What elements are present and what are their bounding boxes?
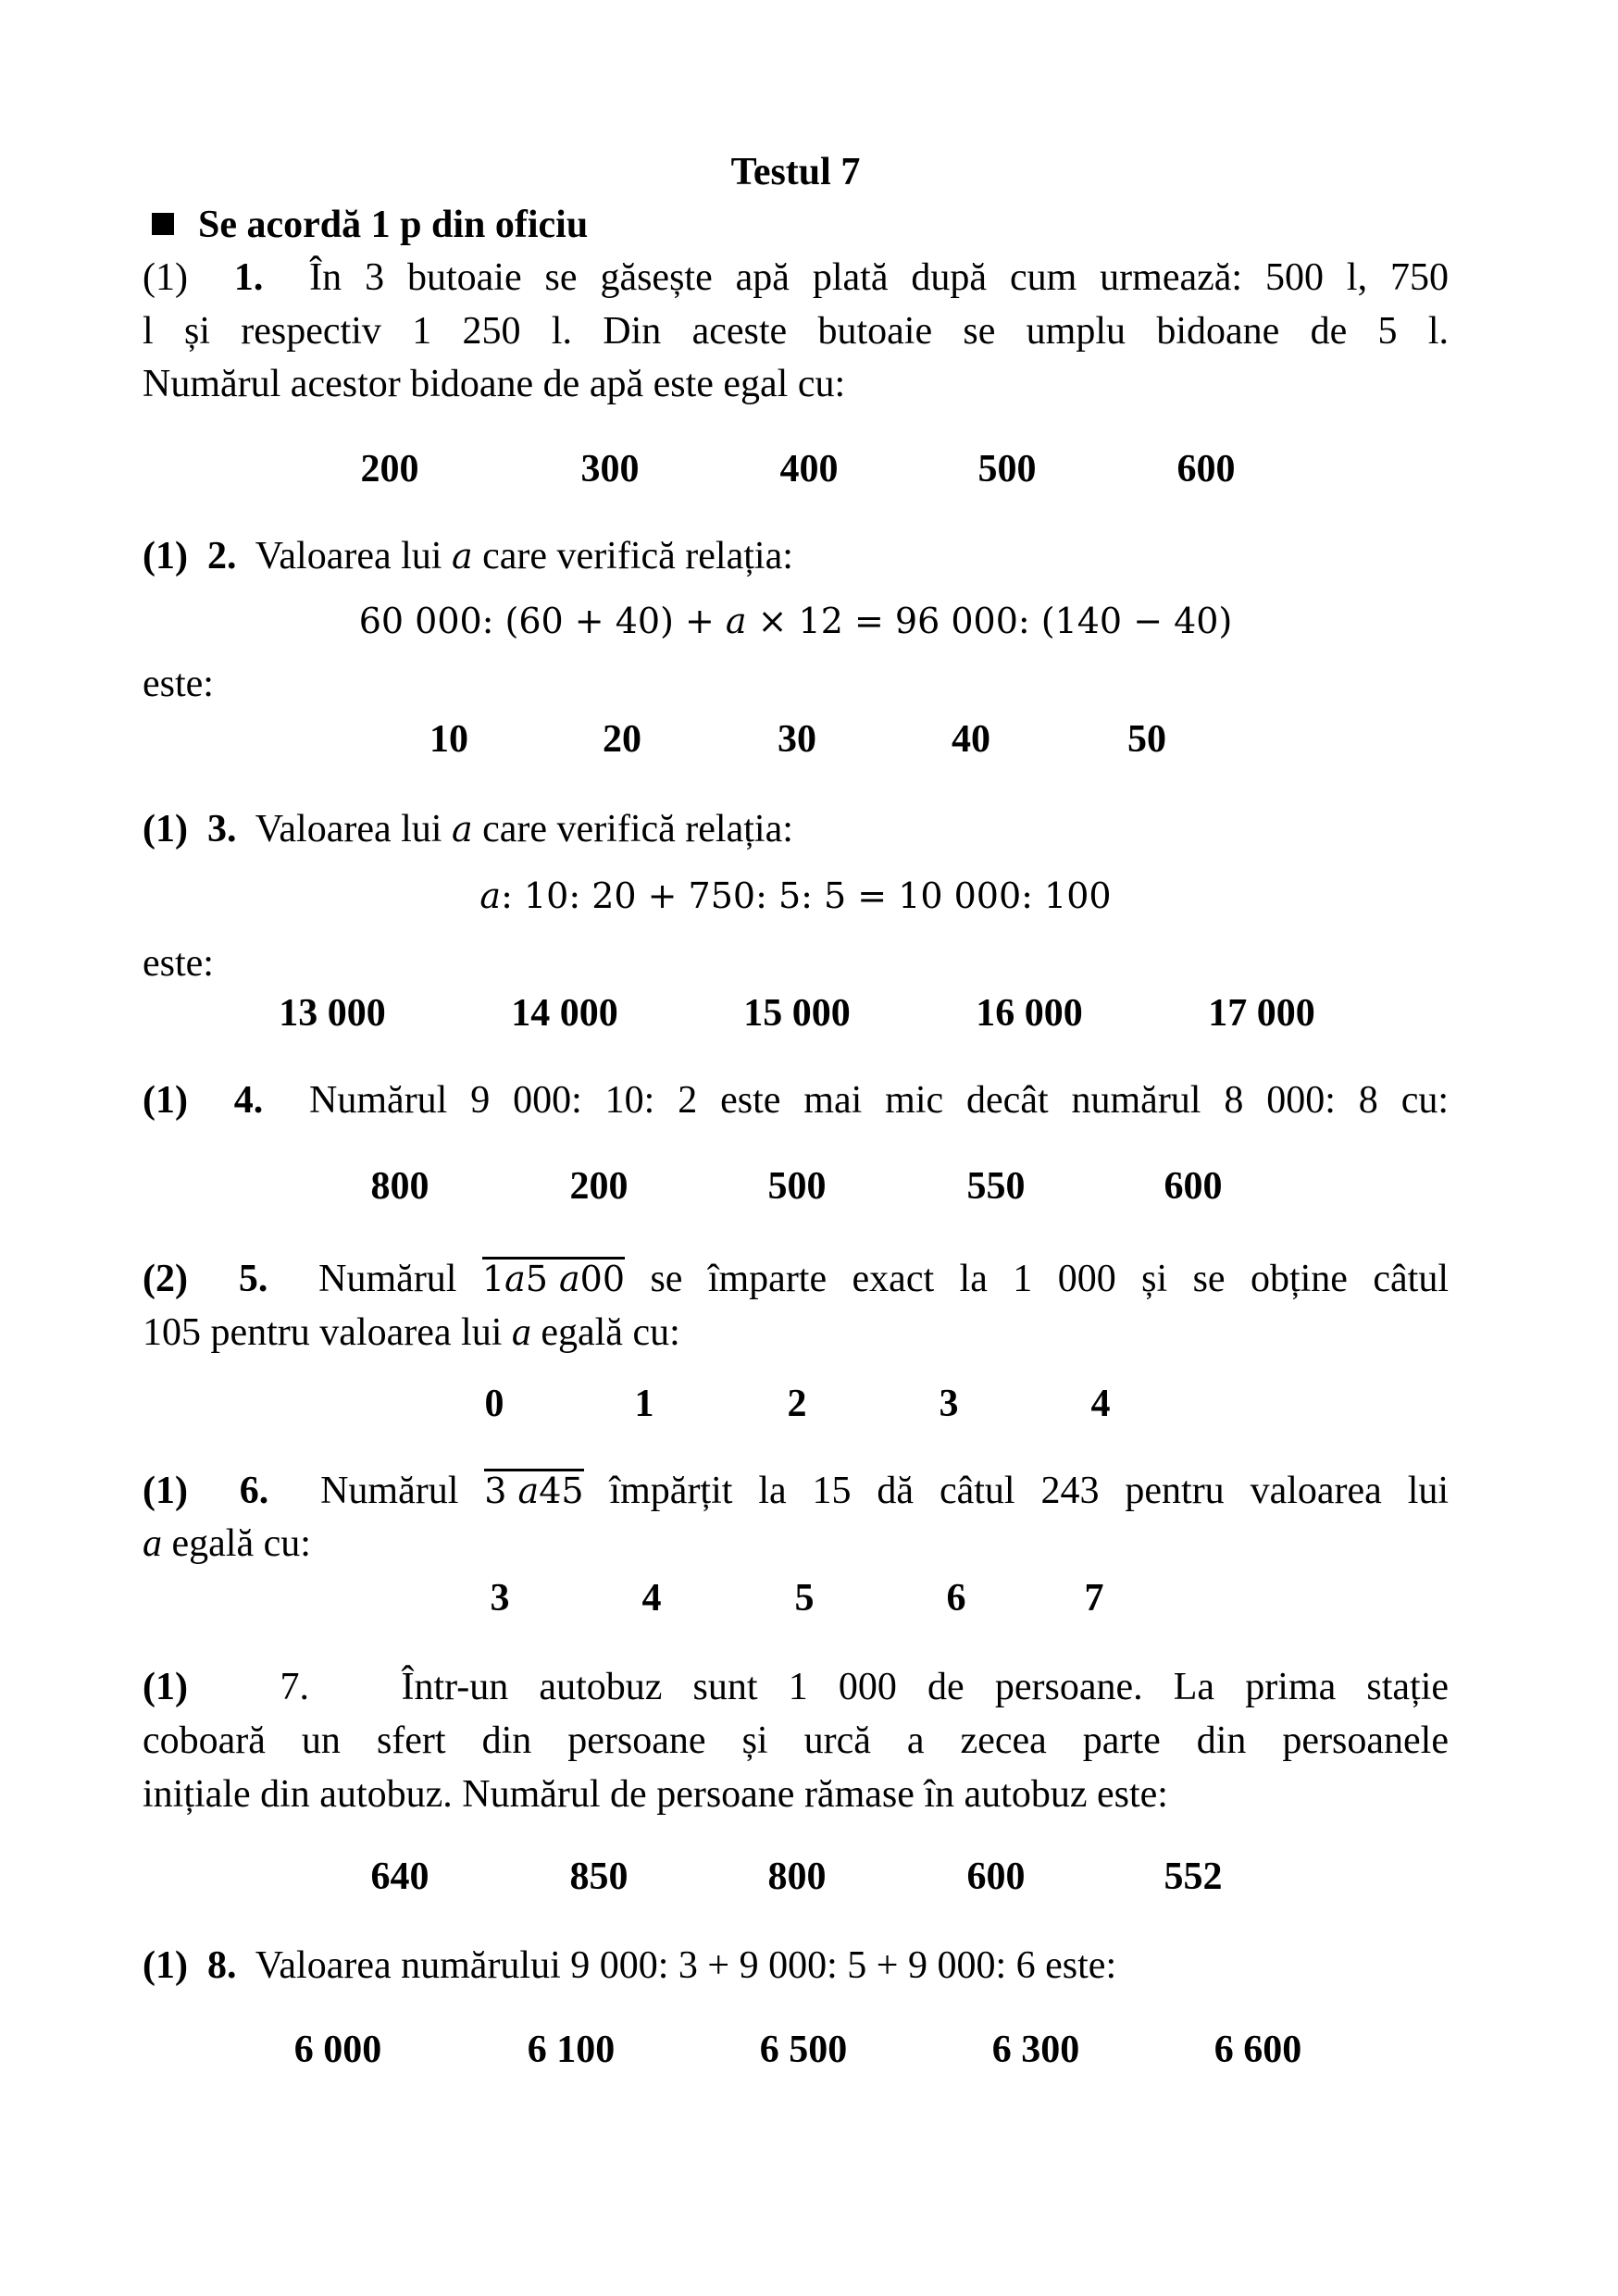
q2-este: este: bbox=[143, 663, 214, 705]
q5-text4: egală cu: bbox=[530, 1311, 680, 1354]
q5-text2: se împarte exact la 1 000 și se obține câtul bbox=[650, 1258, 1449, 1300]
eq-part: : 10: 20 + 750: 5: 5 = 10 000: 100 bbox=[501, 875, 1112, 916]
eq-var: a bbox=[479, 875, 502, 916]
q6-overline-number bbox=[484, 1469, 583, 1509]
q2-option[interactable]: 30 bbox=[778, 718, 816, 761]
q4-option[interactable]: 500 bbox=[767, 1165, 827, 1208]
q7-option[interactable]: 850 bbox=[569, 1855, 629, 1898]
q7-option[interactable]: 800 bbox=[767, 1855, 827, 1898]
q6-var: a bbox=[143, 1522, 162, 1565]
q6-line2 bbox=[143, 1518, 1449, 1570]
q5-option[interactable]: 2 bbox=[787, 1383, 807, 1425]
q3-este: este: bbox=[143, 942, 214, 985]
q4-option[interactable]: 800 bbox=[370, 1165, 429, 1208]
q5-text: Numărul bbox=[318, 1258, 457, 1300]
digit: 3 bbox=[484, 1471, 518, 1511]
q1-option[interactable]: 200 bbox=[360, 448, 419, 490]
q2-option[interactable]: 10 bbox=[429, 718, 468, 761]
q4-option[interactable]: 550 bbox=[966, 1165, 1026, 1208]
q6-text2: împărțit la 15 dă câtul 243 pentru valoarea lui bbox=[609, 1470, 1450, 1512]
q5-var: a bbox=[511, 1311, 531, 1354]
q6-line1 bbox=[143, 1465, 1449, 1517]
q8-text: Valoarea numărului 9 000: 3 + 9 000: 5 + 9 000: 6 este: bbox=[255, 1944, 1117, 1987]
q6-option[interactable]: 4 bbox=[641, 1577, 662, 1620]
q5-overline-number bbox=[482, 1257, 625, 1297]
q3-text2: care verifică relația: bbox=[482, 808, 793, 850]
eq-var: a bbox=[725, 601, 747, 641]
q2-number: 2. bbox=[206, 535, 237, 577]
q2-line1 bbox=[143, 530, 1449, 582]
q8-option[interactable]: 6 100 bbox=[527, 2029, 616, 2071]
q2-option[interactable]: 40 bbox=[952, 718, 990, 761]
q2-option[interactable]: 50 bbox=[1127, 718, 1166, 761]
digit-var: a bbox=[517, 1471, 540, 1511]
eq-part: × 12 = 96 000: (140 − 40) bbox=[746, 601, 1233, 641]
square-bullet-icon bbox=[152, 213, 174, 235]
q1-line3: Numărul acestor bidoane de apă este egal cu: bbox=[143, 363, 846, 405]
q8-number: 8. bbox=[206, 1944, 237, 1987]
q7-points: (1) bbox=[143, 1666, 188, 1708]
q5-points: (2) bbox=[143, 1258, 188, 1300]
q7-option[interactable]: 640 bbox=[370, 1855, 429, 1898]
q1-option[interactable]: 300 bbox=[580, 448, 640, 490]
q2-points: (1) bbox=[143, 535, 188, 577]
q3-var: a bbox=[451, 809, 473, 850]
q5-text3: 105 pentru valoarea lui bbox=[143, 1311, 512, 1354]
q3-option[interactable]: 14 000 bbox=[511, 992, 618, 1035]
q3-option[interactable]: 13 000 bbox=[279, 992, 386, 1035]
test-title: Testul 7 bbox=[730, 151, 861, 193]
digit: 1 bbox=[481, 1259, 505, 1299]
q6-option[interactable]: 7 bbox=[1084, 1577, 1104, 1620]
q3-line1 bbox=[143, 803, 1449, 855]
q7-number: 7. bbox=[280, 1666, 309, 1708]
q1-text: În 3 butoaie se găsește apă plată după cum urmează: 500 l, 750 bbox=[309, 256, 1450, 299]
q8-option[interactable]: 6 600 bbox=[1214, 2029, 1302, 2071]
q8-option[interactable]: 6 300 bbox=[991, 2029, 1080, 2071]
q3-option[interactable]: 17 000 bbox=[1208, 992, 1315, 1035]
q2-text2: care verifică relația: bbox=[482, 535, 793, 577]
q8-points: (1) bbox=[143, 1944, 188, 1987]
q4-line1 bbox=[143, 1074, 1449, 1126]
q2-option[interactable]: 20 bbox=[603, 718, 641, 761]
eq-part: 60 000: (60 + 40) + bbox=[358, 601, 726, 641]
digit: 5 bbox=[525, 1259, 559, 1299]
q2-var: a bbox=[451, 536, 473, 577]
q1-option[interactable]: 400 bbox=[779, 448, 839, 490]
q1-option[interactable]: 600 bbox=[1176, 448, 1236, 490]
q1-number: 1. bbox=[233, 256, 264, 299]
q1-line2: l și respectiv 1 250 l. Din aceste butoaie se umplu bidoane de 5 l. bbox=[143, 310, 1449, 353]
q7-line1 bbox=[143, 1661, 1449, 1713]
q7-option[interactable]: 552 bbox=[1164, 1855, 1223, 1898]
q5-option[interactable]: 1 bbox=[634, 1383, 654, 1425]
q5-option[interactable]: 0 bbox=[484, 1383, 504, 1425]
q6-number: 6. bbox=[239, 1470, 269, 1512]
q3-option[interactable]: 15 000 bbox=[743, 992, 851, 1035]
q7-option[interactable]: 600 bbox=[966, 1855, 1026, 1898]
q3-text: Valoarea lui bbox=[255, 808, 442, 850]
q5-line2 bbox=[143, 1307, 1449, 1359]
q7-line2: coboară un sfert din persoane și urcă a zecea parte din persoanele bbox=[143, 1719, 1449, 1762]
q6-option[interactable]: 3 bbox=[490, 1577, 510, 1620]
q3-number: 3. bbox=[206, 808, 237, 850]
q6-option[interactable]: 6 bbox=[946, 1577, 966, 1620]
q3-option[interactable]: 16 000 bbox=[976, 992, 1083, 1035]
q4-points: (1) bbox=[143, 1079, 188, 1122]
q3-points: (1) bbox=[143, 808, 188, 850]
q4-number: 4. bbox=[233, 1079, 264, 1122]
q1-points: (1) bbox=[143, 256, 188, 299]
bonus-text: Se acordă 1 p din oficiu bbox=[198, 204, 589, 246]
q5-line1 bbox=[143, 1253, 1449, 1305]
q1-line1 bbox=[143, 252, 1449, 304]
q7-text: Într-un autobuz sunt 1 000 de persoane. La prima stație bbox=[401, 1666, 1450, 1708]
q5-number: 5. bbox=[238, 1258, 268, 1300]
q7-line3: inițiale din autobuz. Numărul de persoane rămase în autobuz este: bbox=[143, 1773, 1168, 1816]
q8-option[interactable]: 6 000 bbox=[293, 2029, 382, 2071]
digit: 00 bbox=[579, 1259, 626, 1299]
q4-option[interactable]: 200 bbox=[569, 1165, 629, 1208]
q5-option[interactable]: 3 bbox=[939, 1383, 959, 1425]
q8-line1 bbox=[143, 1940, 1449, 1992]
q3-equation bbox=[143, 870, 1449, 922]
q5-option[interactable]: 4 bbox=[1090, 1383, 1111, 1425]
digit: 45 bbox=[539, 1471, 584, 1511]
q6-points: (1) bbox=[143, 1470, 188, 1512]
q6-option[interactable]: 5 bbox=[794, 1577, 815, 1620]
q8-option[interactable]: 6 500 bbox=[759, 2029, 848, 2071]
q1-option[interactable]: 500 bbox=[977, 448, 1037, 490]
digit-var: a bbox=[504, 1259, 526, 1299]
q2-equation bbox=[143, 595, 1449, 647]
q2-text: Valoarea lui bbox=[255, 535, 442, 577]
q4-text: Numărul 9 000: 10: 2 este mai mic decât numărul 8 000: 8 cu: bbox=[309, 1079, 1450, 1122]
digit-var: a bbox=[559, 1259, 580, 1299]
q6-text3: egală cu: bbox=[162, 1522, 311, 1565]
q4-option[interactable]: 600 bbox=[1164, 1165, 1223, 1208]
q6-text: Numărul bbox=[320, 1470, 459, 1512]
bonus-note bbox=[143, 199, 1449, 251]
